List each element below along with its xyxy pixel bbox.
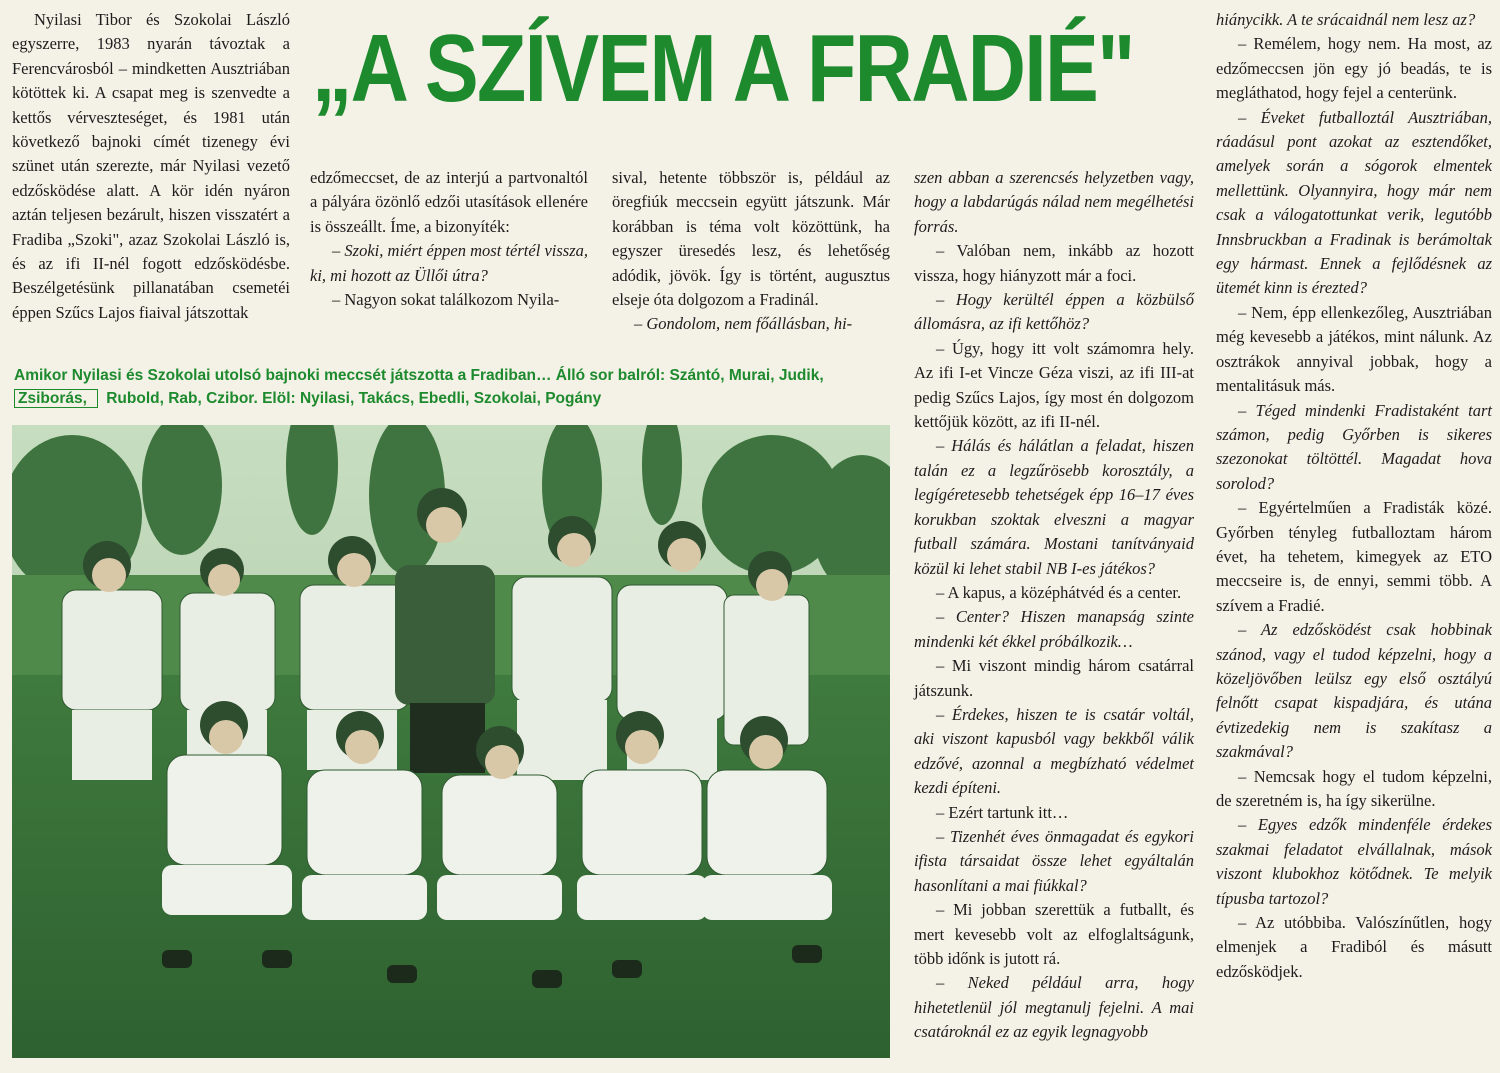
intro-column	[12, 8, 290, 325]
article-column-2	[310, 166, 588, 312]
article-paragraph: – Nem, épp ellenkezőleg, Ausztriában még kevesebb a játékos, mint nálunk. Az osztrákok annyival jobbak, hogy a mentalitásuk más.	[1216, 302, 1492, 396]
team-photo-illustration	[12, 425, 890, 1058]
article-column-4	[914, 166, 1194, 1045]
article-paragraph: – Éveket futballoztál Ausztriában, ráadásul pont azokat az esztendőket, amelyek során a sógorok elmentek mellettünk. Olyannyira, hogy már nem csak a válogatottunkat verik, legutóbb Innsbruckban a Fradinak is berámoltak egy hármast. Ennek a fejlődésnek az ütemét kinn is érezted?	[1216, 107, 1492, 298]
article-paragraph: – Hogy kerültél éppen a közbülső állomásra, az ifi kettőhöz?	[914, 290, 1194, 334]
article-paragraph: – Valóban nem, inkább az hozott vissza, hogy hiányzott már a foci.	[914, 241, 1194, 285]
caption-boxed-name: Zsiborás,	[14, 389, 98, 408]
article-paragraph: – Nagyon sokat találkozom Nyila-	[332, 290, 560, 310]
article-paragraph: – Remélem, hogy nem. Ha most, az edzőmeccsen jön egy jó beadás, te is megláthatod, hogy fejel a centerünk.	[1216, 34, 1492, 103]
article-paragraph: – Úgy, hogy itt volt számomra hely. Az ifi I-et Vincze Géza viszi, az ifi III-at pedig Szűcs Lajos, így most én dolgozom kettőjük között, az ifi II-nél.	[914, 338, 1194, 432]
article-paragraph: – Center? Hiszen manapság szinte mindenki két ékkel próbálkozik…	[914, 607, 1194, 651]
caption-line-1: Amikor Nyilasi és Szokolai utolsó bajnoki meccsét játszotta a Fradiban… Álló sor balról: Szántó, Murai, Judik,	[14, 367, 824, 384]
article-paragraph: – Mi jobban szerettük a futballt, és mert kevesebb volt az elfoglaltságunk, több időnk is jutott rá.	[914, 900, 1194, 968]
article-paragraph: sival, hetente többször is, például az öregfiúk meccsein együtt játszunk. Már korábban is téma volt közöttünk, ha egyszer üresedés lesz, és lehetőség adódik, jövök. Így is történt, augusztus elseje óta dolgozom a Fradinál.	[612, 168, 890, 310]
article-paragraph: – Téged mindenki Fradistaként tart számon, pedig Győrben is sikeres szezonokat töltöttél. Magadat hova sorolod?	[1216, 400, 1492, 493]
article-column-5	[1216, 8, 1492, 984]
article-paragraph: – Egyes edzők mindenféle érdekes szakmai feladatot elvállalnak, mások viszont klubokhoz kötődnek. Te melyik típusba tartozol?	[1216, 815, 1492, 908]
article-paragraph: – Az edzősködést csak hobbinak szánod, vagy el tudod képzelni, hogy a közeljövőben leülsz egy első osztályú felnőtt csapat kispadjára, és utána évtizedekig nem is szakítasz a szakmával?	[1216, 620, 1492, 762]
article-paragraph: – Gondolom, nem főállásban, hi-	[634, 314, 853, 334]
article-paragraph: – Az utóbbiba. Valószínűtlen, hogy elmenjek a Fradiból és másutt edzősködjek.	[1216, 913, 1492, 981]
article-paragraph: – Tizenhét éves önmagadat és egykori ifista társaidat össze lehet egyáltalán hasonlítani a mai fiúkkal?	[914, 826, 1194, 895]
article-paragraph: – Hálás és hálátlan a feladat, hiszen talán ez a legzűrösebb korosztály, a legígéretesebb tehetségek épp 16–17 éves korukban szoktak elveszni a magyar futball számára. Mostani tanítványaid közül ki lehet stabil NB I-es játékos?	[914, 436, 1194, 578]
article-paragraph: edzőmeccset, de az interjú a partvonaltól a pályára özönlő edzői utasítások ellenére is összeállt. Íme, a bizonyíték:	[310, 168, 588, 236]
photo-caption	[14, 364, 894, 410]
article-paragraph: – A kapus, a középhátvéd és a center.	[936, 582, 1182, 602]
article-column-3	[612, 166, 890, 337]
article-paragraph: szen abban a szerencsés helyzetben vagy, hogy a labdarúgás nálad nem megélhetési forrás.	[914, 168, 1194, 236]
article-paragraph: hiánycikk. A te srácaidnál nem lesz az?	[1216, 10, 1476, 29]
article-paragraph: – Mi viszont mindig három csatárral játszunk.	[914, 656, 1194, 700]
article-paragraph: – Egyértelműen a Fradisták közé. Győrben tényleg futballoztam három évet, ha tehetem, kimegyek az ETO meccseire is, de ennyi, semmi több. A szívem a Fradié.	[1216, 498, 1492, 615]
article-paragraph: – Szoki, miért éppen most tértél vissza, ki, mi hozott az Üllői útra?	[310, 241, 588, 285]
article-paragraph: – Érdekes, hiszen te is csatár voltál, aki viszont kapusból vagy bekkből válik edzővé, azonnal a megbízható védelmet kezdi építeni.	[914, 704, 1194, 798]
goalkeeper-jersey	[395, 565, 495, 705]
article-paragraph: – Nemcsak hogy el tudom képzelni, de szeretném is, ha így sikerülne.	[1216, 766, 1492, 810]
team-photo	[12, 425, 890, 1058]
caption-line-2: Rubold, Rab, Czibor. Elöl: Nyilasi, Takács, Ebedli, Szokolai, Pogány	[106, 390, 602, 407]
article-paragraph: – Neked például arra, hogy hihetetlenül jól megtanulj fejelni. A mai csatároknál ez az egyik legnagyobb	[914, 973, 1194, 1042]
headline: „A SZÍVEM A FRADIÉ"	[312, 15, 1134, 122]
article-paragraph: – Ezért tartunk itt…	[936, 802, 1069, 822]
intro-paragraph: Nyilasi Tibor és Szokolai László egyszerre, 1983 nyarán távoztak a Ferencvárosból – mindketten Ausztriában kötöttek ki. A csapat meg is szenvedte a kettős vérveszteséget, és 1981 után következő bajnoki címét tizenegy évi szünet után szerezte, már Nyilasi vezető edzősködése alatt. A kör idén nyáron aztán teljesen bezárult, hiszen visszatért a Fradiba „Szoki", azaz Szokolai László is, és az ifi II-nél fogott edzősködésbe. Beszélgetésünk pillanatában csemetéi éppen Szűcs Lajos fiaival játszottak	[12, 10, 290, 322]
